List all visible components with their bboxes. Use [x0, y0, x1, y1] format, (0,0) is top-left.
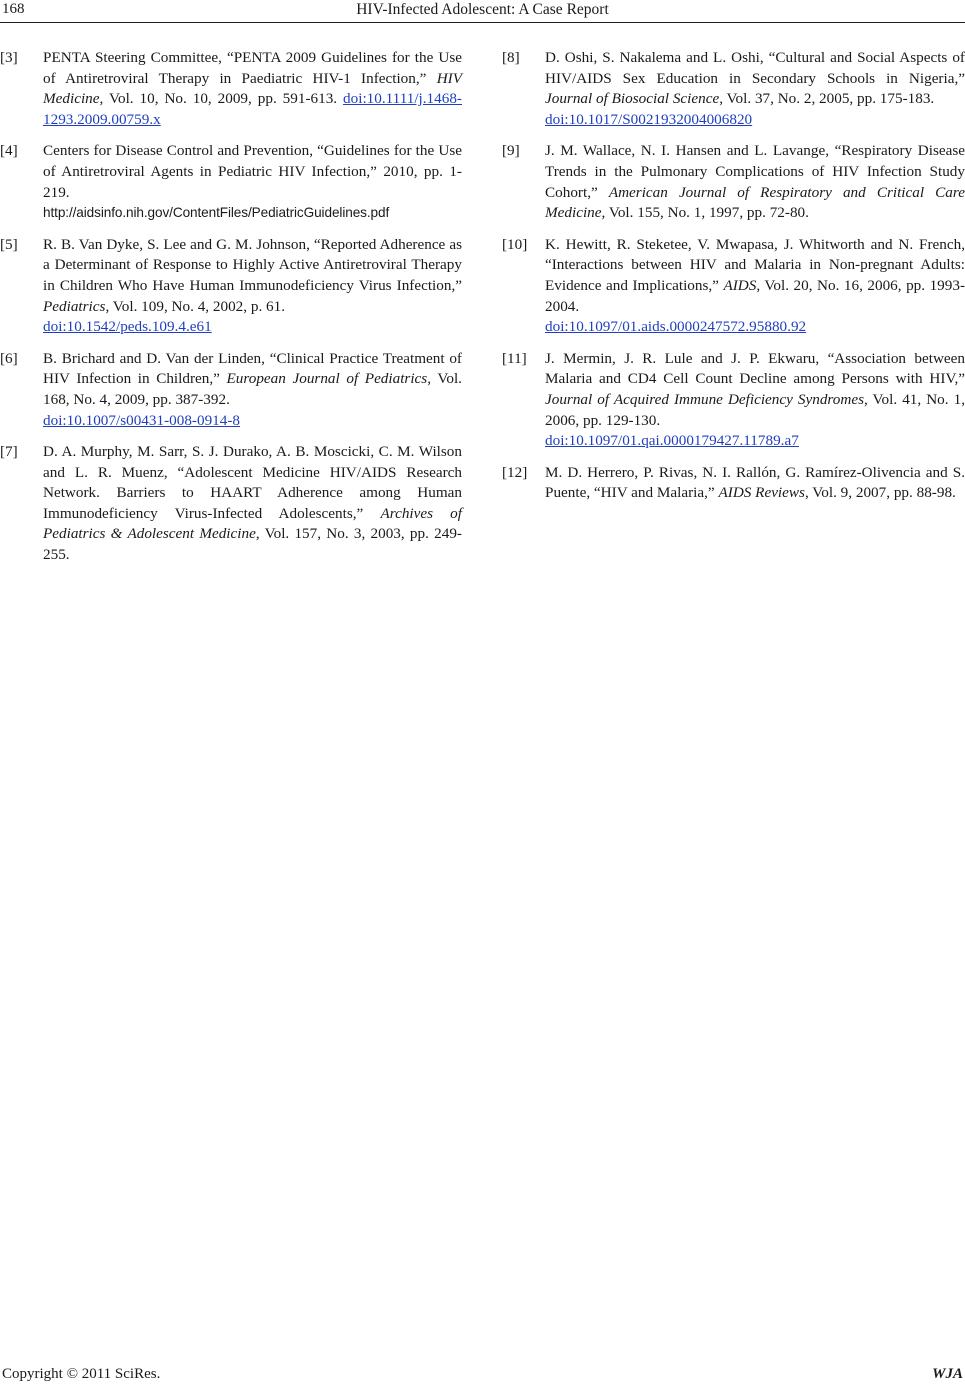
- doi-link[interactable]: doi:10.1007/s00431-008-0914-8: [43, 411, 241, 429]
- reference-details: , Vol. 41, No. 1, 2006, pp. 129-130.: [545, 390, 965, 429]
- reference-details: , Vol. 168, No. 4, 2009, pp. 387-392.: [43, 370, 462, 408]
- reference-text: B. Brichard and D. Van der Linden, “Clinical Practice Treatment of HIV Infection in Children,”: [43, 349, 462, 388]
- references-left-column: [0, 48, 462, 577]
- reference-journal: AIDS: [723, 276, 757, 294]
- reference-text: K. Hewitt, R. Steketee, V. Mwapasa, J. Whitworth and N. French, “Interactions between HIV and Malaria in Non-pregnant Adults: Evidence and Implications,”: [545, 235, 965, 294]
- reference-item: [502, 48, 965, 130]
- reference-item: [502, 235, 965, 338]
- reference-number: [9]: [502, 142, 520, 160]
- copyright-notice: Copyright © 2011 SciRes.: [2, 1366, 161, 1382]
- running-title: HIV-Infected Adolescent: A Case Report: [356, 1, 609, 18]
- reference-number: [8]: [502, 49, 520, 66]
- reference-number: [12]: [502, 463, 528, 481]
- reference-text: PENTA Steering Committee, “PENTA 2009 Guidelines for the Use of Antiretroviral Therapy in Paediatric HIV-1 Infection,”: [43, 49, 462, 87]
- reference-journal: HIV Medicine: [43, 69, 462, 108]
- reference-text: D. Oshi, S. Nakalema and L. Oshi, “Cultural and Social Aspects of HIV/AIDS Sex Education in Secondary Schools in Nigeria,”: [545, 49, 965, 87]
- page-number: 168: [2, 1, 25, 17]
- reference-item: [0, 48, 462, 130]
- reference-text: D. A. Murphy, M. Sarr, S. J. Durako, A. B. Moscicki, C. M. Wilson and L. R. Muenz, “Adolescent Medicine HIV/AIDS Research Network. Barriers to HAART Adherence among Human Immunodeficiency Virus-Infected Adolescents,”: [43, 443, 462, 522]
- reference-journal: European Journal of Pediatrics: [226, 370, 428, 388]
- journal-abbreviation: WJA: [932, 1366, 963, 1382]
- doi-link[interactable]: doi:10.1097/01.qai.0000179427.11789.a7: [545, 432, 799, 450]
- doi-link[interactable]: doi:10.1097/01.aids.0000247572.95880.92: [545, 318, 807, 336]
- reference-number: [7]: [0, 443, 18, 461]
- reference-item: [0, 235, 462, 338]
- reference-text: M. D. Herrero, P. Rivas, N. I. Rallón, G. Ramírez-Olivencia and S. Puente, “HIV and Malaria,”: [545, 463, 965, 502]
- reference-item: [502, 463, 965, 504]
- reference-text: J. M. Wallace, N. I. Hansen and L. Lavange, “Respiratory Disease Trends in the Pulmonary Complications of HIV Infection Study Cohort,”: [545, 142, 965, 201]
- reference-text: J. Mermin, J. R. Lule and J. P. Ekwaru, “Association between Malaria and CD4 Cell Count Decline among Persons with HIV,”: [545, 349, 965, 388]
- reference-item: [0, 349, 462, 431]
- reference-journal: AIDS Reviews: [718, 484, 805, 502]
- page-footer: [0, 1364, 965, 1386]
- reference-number: [4]: [0, 142, 18, 160]
- reference-details: , Vol. 9, 2007, pp. 88-98.: [804, 484, 956, 502]
- reference-journal: Journal of Acquired Immune Deficiency Syndromes: [545, 390, 864, 408]
- reference-number: [5]: [0, 235, 18, 253]
- reference-number: [11]: [502, 349, 527, 367]
- reference-journal: Archives of Pediatrics & Adolescent Medicine: [43, 504, 462, 543]
- reference-details: , Vol. 20, No. 16, 2006, pp. 1993-2004.: [545, 276, 965, 315]
- page-header: [0, 0, 965, 24]
- reference-details: , Vol. 155, No. 1, 1997, pp. 72-80.: [601, 204, 809, 222]
- reference-number: [6]: [0, 349, 18, 367]
- reference-url[interactable]: http://aidsinfo.nih.gov/ContentFiles/PediatricGuidelines.pdf: [43, 205, 390, 221]
- header-rule: [0, 22, 965, 23]
- reference-details: , Vol. 37, No. 2, 2005, pp. 175-183.: [719, 90, 935, 108]
- reference-journal: Journal of Biosocial Science: [545, 90, 720, 108]
- doi-link[interactable]: doi:10.1542/peds.109.4.e61: [43, 318, 212, 336]
- references-right-column: [502, 48, 965, 515]
- reference-number: [10]: [502, 235, 528, 253]
- reference-journal: American Journal of Respiratory and Critical Care Medicine: [545, 183, 965, 222]
- reference-text: Centers for Disease Control and Prevention, “Guidelines for the Use of Antiretroviral Agents in Pediatric HIV Infection,” 2010, pp. 1-219.: [43, 142, 462, 201]
- reference-details: , Vol. 157, No. 3, 2003, pp. 249-255.: [43, 525, 462, 564]
- reference-journal: Pediatrics: [43, 297, 106, 315]
- reference-number: [3]: [0, 49, 18, 66]
- reference-item: [0, 442, 462, 566]
- doi-link[interactable]: doi:10.1111/j.1468-1293.2009.00759.x: [43, 90, 462, 128]
- doi-link[interactable]: doi:10.1017/S0021932004006820: [545, 110, 753, 128]
- reference-text: R. B. Van Dyke, S. Lee and G. M. Johnson, “Reported Adherence as a Determinant of Response to Highly Active Antiretroviral Therapy in Children Who Have Human Immunodeficiency Virus Infection,”: [43, 235, 462, 294]
- reference-details: , Vol. 10, No. 10, 2009, pp. 591-613.: [99, 90, 344, 108]
- reference-details: , Vol. 109, No. 4, 2002, p. 61.: [105, 297, 286, 315]
- reference-item: [0, 141, 462, 223]
- reference-item: [502, 141, 965, 223]
- reference-item: [502, 349, 965, 452]
